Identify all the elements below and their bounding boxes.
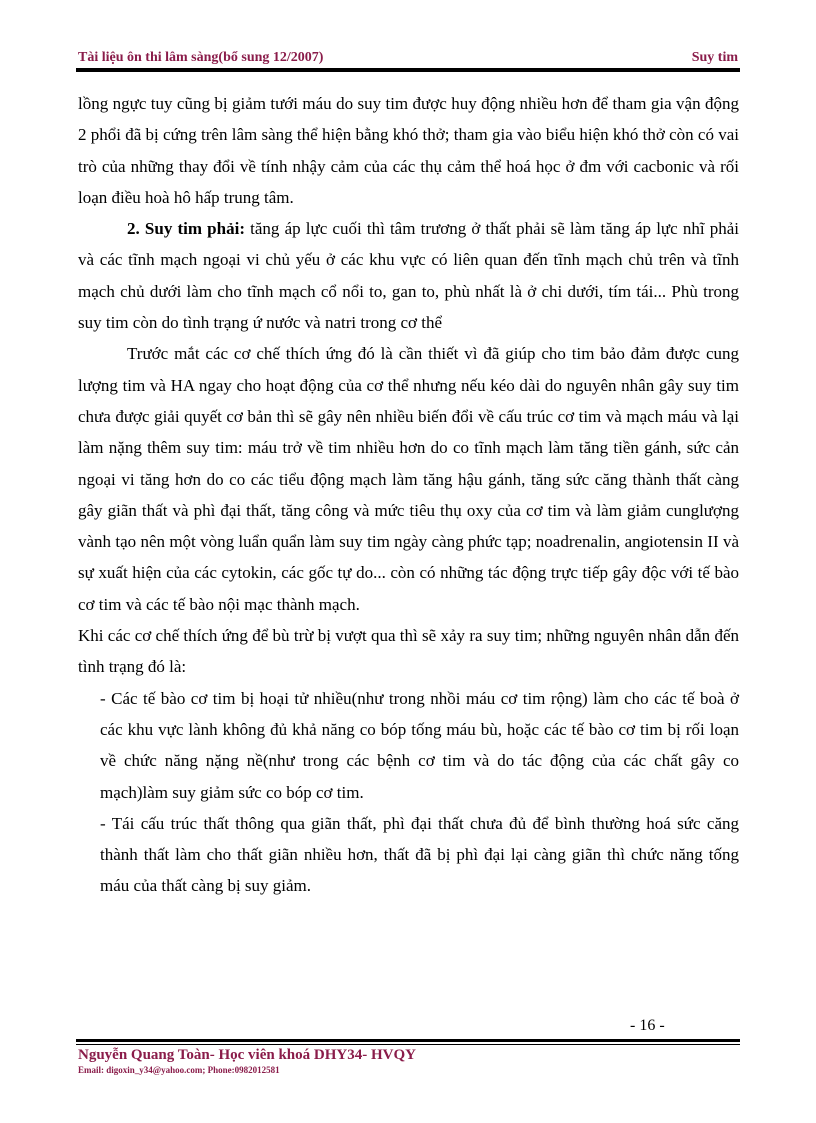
paragraph-3: Trước mắt các cơ chế thích ứng đó là cần thiết vì đã giúp cho tim bảo đảm được cung lượng tim và HA ngay cho hoạt động của cơ thể nhưng nếu kéo dài do nguyên nhân gây suy tim chưa được giải quyết cơ bản thì sẽ gây nên nhiều biến đổi về cấu trúc cơ tim và mạch máu và lại làm nặng thêm suy tim: máu trở về tim nhiều hơn do co tĩnh mạch làm tăng tiền gánh, sức cản ngoại vi tăng hơn do co các tiểu động mạch làm tăng hậu gánh, tăng sức căng thành thất càng gây giãn thất và phì đại thất, tăng công và mức tiêu thụ oxy của cơ tim và làm giảm cunglượng vành tạo nên một vòng luẩn quẩn làm suy tim ngày càng phức tạp; noadrenalin, angiotensin II và sự xuất hiện của các cytokin, các gốc tự do... còn có những tác động trực tiếp gây độc với tế bào cơ tim và các tế bào nội mạc thành mạch. — [78, 344, 739, 614]
document-title: Tài liệu ôn thi lâm sàng(bổ sung 12/2007) — [78, 50, 324, 65]
footer-author: Nguyễn Quang Toàn- Học viên khoá DHY34- HVQY — [78, 1047, 416, 1063]
header-rule — [76, 68, 740, 72]
chapter-title: Suy tim — [691, 50, 738, 65]
list-item-2: - Tái cấu trúc thất thông qua giãn thất, phì đại thất chưa đủ để bình thường hoá sức căng thành thất làm cho thất giãn nhiều hơn, thất đã bị phì đại lại càng giãn thì chức năng tống máu của thất càng bị suy giảm. — [100, 813, 739, 896]
footer-rule-thick — [76, 1039, 740, 1042]
section-heading: 2. Suy tim phải: — [127, 219, 245, 239]
paragraph-1: lồng ngực tuy cũng bị giảm tưới máu do suy tim được huy động nhiều hơn để tham gia vận động 2 phổi đã bị cứng trên lâm sàng thể hiện bằng khó thở; tham gia vào biểu hiện khó thở còn có vai trò của những thay đổi về tính nhậy cảm của các thụ cảm thể hoá học ở đm với cacbonic và rối loạn điều hoà hô hấp trung tâm. — [78, 94, 739, 207]
paragraph-2 — [78, 213, 739, 338]
footer-rule-thin — [76, 1044, 740, 1045]
paragraph-2-text: tăng áp lực cuối thì tâm trương ở thất phải sẽ làm tăng áp lực nhĩ phải và các tĩnh mạch ngoại vi chủ yếu ở các khu vực có liên quan đến tĩnh mạch chủ trên và tĩnh mạch chủ dưới làm cho tĩnh mạch cổ nổi to, gan to, phù nhất là ở chi dưới, tím tái... Phù trong suy tim còn do tình trạng ứ nước và natri trong cơ thể — [78, 219, 739, 333]
list-item-1: - Các tế bào cơ tim bị hoại tử nhiều(như trong nhồi máu cơ tim rộng) làm cho các tế boà ở các khu vực lành không đủ khả năng co bóp tống máu bù, hoặc các tế bào cơ tim bị rối loạn về chức năng nặng nề(như trong các bệnh cơ tim và do tác động của các chất gây co mạch)làm suy giảm sức co bóp cơ tim. — [100, 688, 739, 802]
page-header — [78, 50, 738, 66]
paragraph-4: Khi các cơ chế thích ứng để bù trừ bị vượt qua thì sẽ xảy ra suy tim; những nguyên nhân dẫn đến tình trạng đó là: — [78, 626, 739, 677]
document-body — [78, 88, 739, 902]
footer-contact: Email: digoxin_y34@yahoo.com; Phone:0982012581 — [78, 1065, 280, 1075]
page-number: - 16 - — [630, 1017, 665, 1034]
